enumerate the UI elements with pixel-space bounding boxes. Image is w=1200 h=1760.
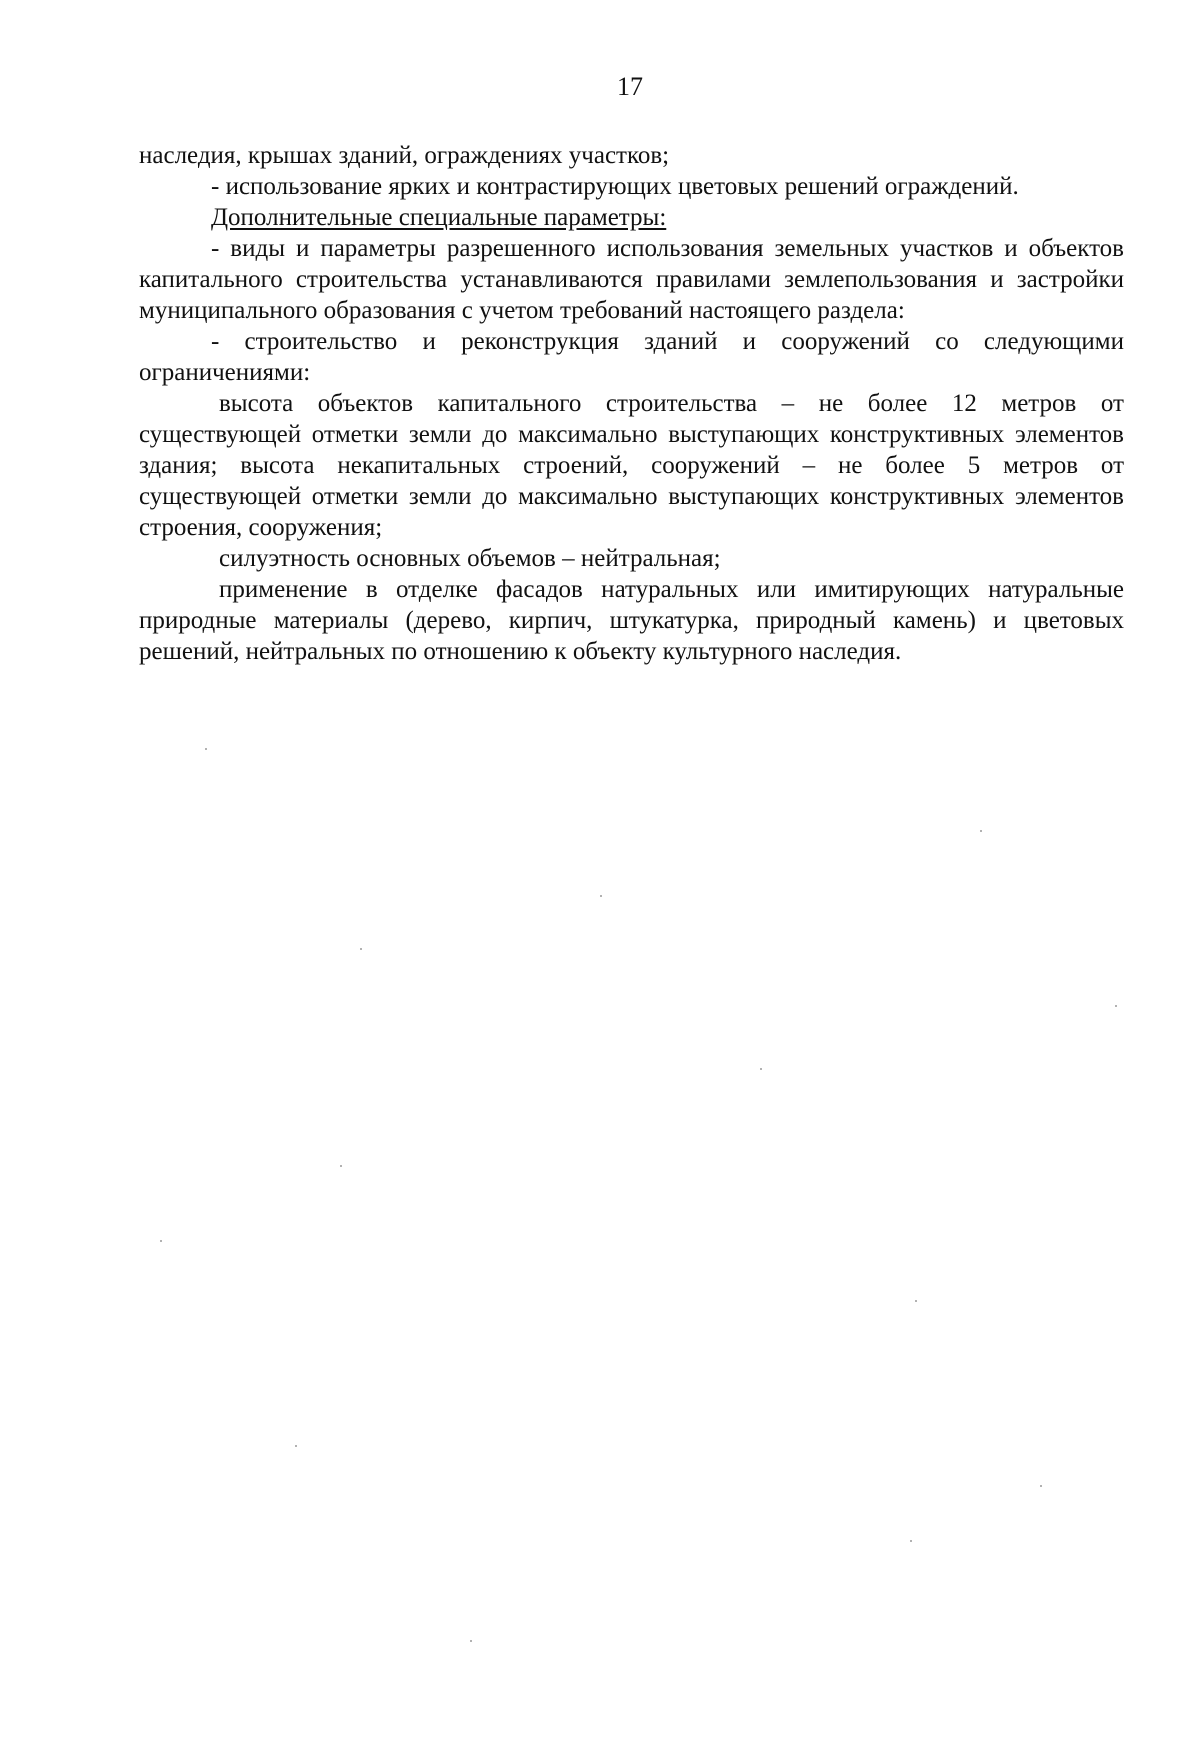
scan-speck	[295, 1445, 297, 1447]
scan-speck	[1040, 1485, 1042, 1487]
scan-speck	[760, 1068, 762, 1070]
paragraph-facade-materials: применение в отделке фасадов натуральных или имитирующих натуральные природные материалы (дерево, кирпич, штукатурка, природный камень) и цветовых решений, нейтральных по отношению к объекту культурного наследия.	[139, 576, 1124, 665]
paragraph-bright-colors: - использование ярких и контрастирующих цветовых решений ограждений.	[211, 173, 1019, 200]
scan-speck	[600, 895, 602, 897]
page-number: 17	[617, 72, 643, 101]
scan-speck	[360, 948, 362, 950]
scan-speck	[340, 1165, 342, 1167]
scan-speck	[980, 830, 982, 832]
scan-speck	[205, 748, 207, 750]
scan-speck	[1115, 1005, 1117, 1007]
section-heading	[139, 202, 1124, 233]
paragraph-building-height: высота объектов капитального строительства – не более 12 метров от существующей отметки земли до максимально выступающих конструктивных элементов здания; высота некапитальных строений, сооружений – не более 5 метров от существующей отметки земли до максимально выступающих конструктивных элементов строения, сооружения;	[139, 390, 1124, 541]
paragraph-continuation: наследия, крышах зданий, ограждениях участков;	[139, 142, 670, 169]
scan-speck	[910, 1540, 912, 1542]
section-heading-text: Дополнительные специальные параметры:	[211, 204, 667, 231]
paragraph-land-use: - виды и параметры разрешенного использования земельных участков и объектов капитального строительства устанавливаются правилами землепользования и застройки муниципального образования с учетом требований настоящего раздела:	[139, 235, 1124, 324]
paragraph-silhouette: силуэтность основных объемов – нейтральная;	[219, 545, 721, 572]
paragraph-construction-limits: - строительство и реконструкция зданий и сооружений со следующими ограничениями:	[139, 328, 1124, 386]
scan-speck	[160, 1240, 162, 1242]
document-body	[139, 140, 1124, 667]
scan-speck	[470, 1640, 472, 1642]
scan-speck	[915, 1300, 917, 1302]
